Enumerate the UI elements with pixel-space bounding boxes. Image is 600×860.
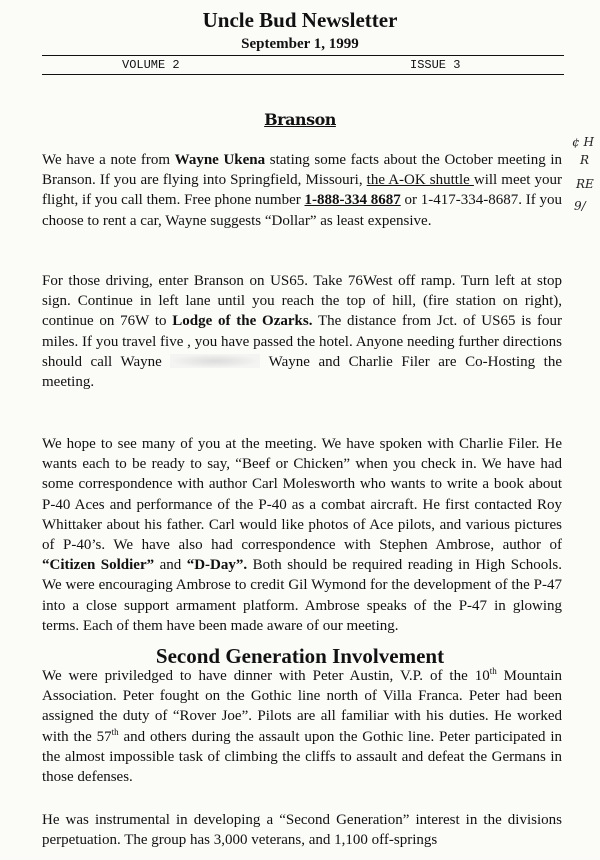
- masthead-bottom-rule: [42, 74, 564, 75]
- paragraph-flight-info: We have a note from Wayne Ukena stating some facts about the October meeting in Branson. If you are flying into Springfield, Missouri, the A-OK shuttle will meet your flight, if you call them. Free phone number 1-888-334 8687 or 1-417-334-8687. If you choose to rent a car, Wayne suggests “Dollar” as least expensive.: [42, 152, 563, 229]
- paragraph-meeting-correspondence: We hope to see many of you at the meeting. We have spoken with Charlie Filer. He wants each to be ready to say, “Beef or Chicken” when you check in. We have had some correspondence with author Carl Molesworth who wants to write a book about P-40 Aces and performance of the P-40 as a combat aircraft. He first contacted Roy Whittaker about his father. Carl would like photos of Ace pilots, and various pictures of P-40’s. We have also had correspondence with Stephen Ambrose, author of “Citizen Soldier” and “D-Day”. Both should be required reading in High Schools. We were encouraging Ambrose to credit Gil Wymond for the development of the P-47 into a close support armament platform. Ambrose speaks of the P-47 in glowing terms. Each of them have been made aware of our meeting.: [42, 436, 562, 634]
- masthead-top-rule: [42, 55, 564, 56]
- newsletter-title: Uncle Bud Newsletter: [202, 8, 398, 32]
- phone-number: 1-888-334 8687: [304, 192, 401, 209]
- paragraph-peter-austin: We were priviledged to have dinner with Peter Austin, V.P. of the 10th Mountain Association. Peter fought on the Gothic line north of Villa Franca. Peter had been assigned the duty of “Rover Joe”. Pilots are all familiar with his duties. He worked with the 57th and others during the assault upon the Gothic line. Peter participated in the almost impossible task of climbing the cliffs to assault and defeat the Germans in those defenses.: [42, 666, 562, 786]
- wayne-ukena-name: Wayne Ukena: [174, 152, 266, 168]
- margin-note-line: ¢ H: [572, 135, 594, 149]
- newsletter-date: September 1, 1999: [241, 36, 359, 52]
- shuttle-underline: the A-OK shuttle: [366, 172, 474, 189]
- issue-label: ISSUE 3: [410, 58, 461, 72]
- book-title-citizen-soldier: “Citizen Soldier”: [42, 557, 155, 574]
- handwritten-margin-note: [568, 135, 600, 225]
- margin-note-line: RE: [576, 177, 594, 191]
- margin-note-line: R: [580, 153, 590, 167]
- margin-note-line: 9/: [574, 199, 586, 213]
- redacted-phone: [170, 354, 260, 368]
- book-title-d-day: “D-Day”.: [186, 557, 248, 574]
- section-title-branson: Branson: [264, 110, 336, 129]
- volume-label: VOLUME 2: [122, 58, 180, 72]
- hotel-name: Lodge of the Ozarks.: [172, 313, 313, 330]
- section-title-second-generation: Second Generation Involvement: [155, 644, 445, 668]
- paragraph-driving-directions: For those driving, enter Branson on US65. Take 76West off ramp. Turn left at stop sign. Continue in left lane until you reach the top of hill, (fire station on right), continue on 76W to Lodge of the Ozarks. The distance from Jct. of US65 is four miles. If you travel five , you have passed the hotel. Anyone needing further directions should call Wayne Wayne and Charlie Filer are Co-Hosting the meeting.: [42, 273, 563, 391]
- paragraph-second-generation: He was instrumental in developing a “Second Generation” interest in the divisions perpetuation. The group has 3,000 veterans, and 1,100 off-springs: [42, 812, 562, 849]
